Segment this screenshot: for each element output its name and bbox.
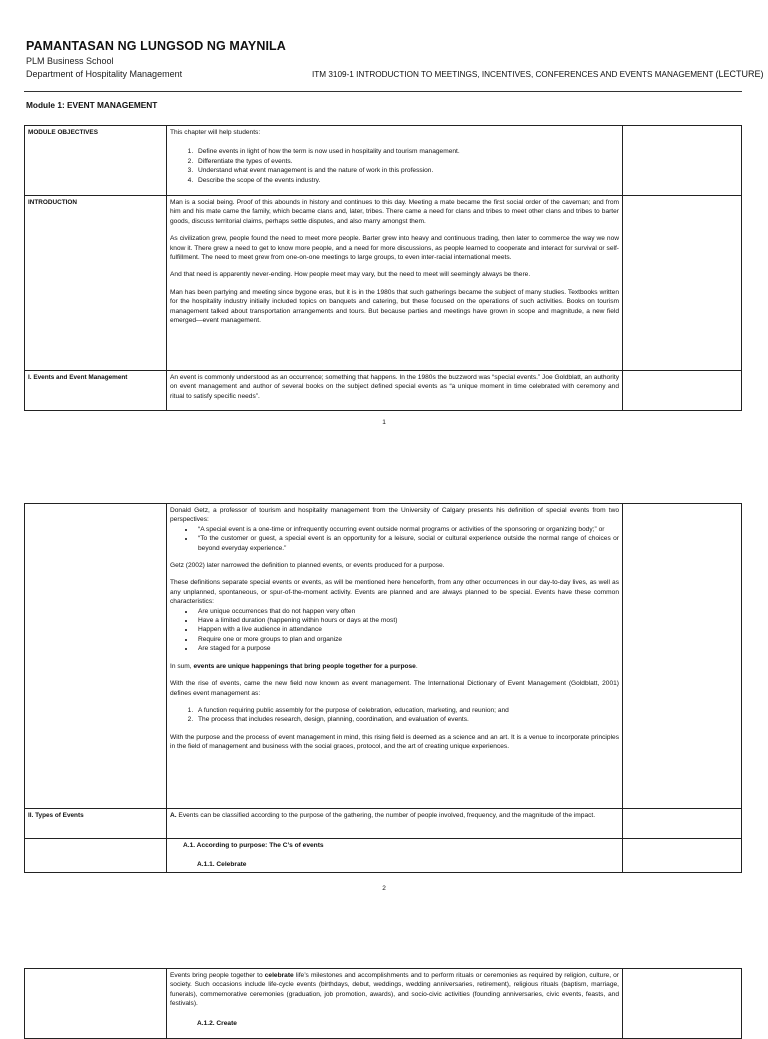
row-label: II. Types of Events xyxy=(25,809,167,839)
list-item: 3. Understand what event management is and the nature of work in this profession. xyxy=(195,166,619,175)
table-row xyxy=(25,371,742,411)
celebrate-paragraph xyxy=(170,971,619,1009)
types-cell xyxy=(167,809,623,839)
introduction-cell xyxy=(167,196,623,371)
row-label: MODULE OBJECTIVES xyxy=(25,126,167,196)
list-item: • “To the customer or guest, a special event is an opportunity for a leisure, social or cultural experience outside the normal range of choices or beyond everyday experience.” xyxy=(195,534,619,553)
definitions-cell xyxy=(167,504,623,809)
celebrate-bold: celebrate xyxy=(264,972,294,979)
objectives-intro: This chapter will help students: xyxy=(170,129,261,136)
definitions-list xyxy=(170,706,619,725)
page-number: 2 xyxy=(382,885,386,892)
paragraph: With the rise of events, came the new field now known as event management. The International Dictionary of Event Management (Goldblatt, 2001) defines event management as: xyxy=(170,680,619,697)
list-item: • Are staged for a purpose xyxy=(195,644,619,653)
row-label-empty xyxy=(25,839,167,873)
subheading-a11: A.1.1. Celebrate xyxy=(197,861,247,869)
list-item: • Require one or more groups to plan and organize xyxy=(195,635,619,644)
characteristics-list xyxy=(170,607,619,654)
notes-cell xyxy=(623,196,742,371)
list-item: • Are unique occurrences that do not happen very often xyxy=(195,607,619,616)
paragraph: Donald Getz, a professor of tourism and hospitality management from the University of Calgary presents his definition of special events from two perspectives: xyxy=(170,507,619,524)
subheading-a12: A.1.2. Create xyxy=(197,1019,237,1027)
summary-suffix: . xyxy=(415,662,418,670)
paragraph: With the purpose and the process of event management in mind, this rising field is deemed as a science and an art. It is a venue to incorporate principles in the field of management and business with the social graces, protocol, and the art of creating unique experiences. xyxy=(170,733,619,751)
module-table-page-2 xyxy=(24,503,742,873)
getz-bullet-list xyxy=(170,525,619,553)
course-code-title: ITM 3109-1 INTRODUCTION TO MEETINGS, INCENTIVES, CONFERENCES AND EVENTS MANAGEMENT xyxy=(312,70,714,79)
university-name: PAMANTASAN NG LUNGSOD NG MAYNILA xyxy=(26,39,286,53)
course-type: (LECTURE) xyxy=(715,69,764,79)
celebrate-rest: life’s milestones and accomplishments and to perform rituals or ceremonies as required by religion, culture, or society. Such occasions include life-cycle events (birthdays, debut, weddings, wedding anniversaries, retirement), religious rituals (baptism, marriage, funerals), commemorative ceremonies (graduation, job promotion, awards), and socio-civic activities (founding anniversaries, civic events, feasts, and festivals). xyxy=(170,972,619,1008)
paragraph: An event is commonly understood as an occurrence; something that happens. In the 1980s the buzzword was “special events.” Joe Goldblatt, an authority on event management and author of several books on the subject defined special events as “a unique moment in time celebrated with ceremony and ritual to satisfy specific needs”. xyxy=(167,371,623,411)
summary-paragraph xyxy=(170,662,619,671)
paragraph: Man is a social being. Proof of this abounds in history and continues to this day. Meeting a mate became the first social order of the caveman; and from him and his mate came the family, which became clans and, later, tribes. There came a need for clans and tribes to meet other clans and tribes to barter goods, discuss territorial claims, perhaps settle disputes, and also marry amongst them. xyxy=(170,199,619,225)
paragraph: And that need is apparently never-ending. How people meet may vary, but the need to meet will seemingly always be there. xyxy=(170,271,531,279)
school-name: PLM Business School xyxy=(26,56,114,66)
list-item: 1. A function requiring public assembly for the purpose of celebration, education, marketing, and reunion; and xyxy=(195,706,619,715)
notes-cell xyxy=(623,969,742,1039)
paragraph: These definitions separate special events or events, as will be mentioned here henceforth, from any other occurrences in our day-to-day lives, as well as any unplanned, spontaneous, or spur-of-the-moment activity. Events are planned and are always planned to be special. Events have these common characteristics: xyxy=(170,579,619,606)
list-item: 4. Describe the scope of the events industry. xyxy=(195,176,619,185)
notes-cell xyxy=(623,809,742,839)
list-item: • Happen with a live audience in attendance xyxy=(195,625,619,634)
table-row xyxy=(25,969,742,1039)
module-table-page-3 xyxy=(24,968,742,1039)
list-item: 2. The process that includes research, design, planning, coordination, and evaluation of events. xyxy=(195,715,619,724)
table-row xyxy=(25,126,742,196)
celebrate-prefix: Events bring people together to xyxy=(170,972,265,979)
course-title xyxy=(312,69,764,79)
row-label-empty xyxy=(25,969,167,1039)
table-row xyxy=(25,839,742,873)
row-label-empty xyxy=(25,504,167,809)
table-row xyxy=(25,809,742,839)
page-number: 1 xyxy=(382,419,386,426)
types-text: Events can be classified according to the purpose of the gathering, the number of people involved, frequency, and the magnitude of the impact. xyxy=(176,812,596,819)
subheading-cell xyxy=(167,839,623,873)
list-item: • Have a limited duration (happening within hours or days at the most) xyxy=(195,616,619,625)
module-title: Module 1: EVENT MANAGEMENT xyxy=(26,100,158,110)
row-label: I. Events and Event Management xyxy=(25,371,167,411)
header-rule xyxy=(24,91,742,92)
department-name: Department of Hospitality Management xyxy=(26,69,183,79)
summary-prefix: In sum, xyxy=(170,662,194,670)
objectives-cell xyxy=(167,126,623,196)
celebrate-cell xyxy=(167,969,623,1039)
subheading-a1: A.1. According to purpose: The C’s of events xyxy=(183,842,324,849)
types-prefix: A. xyxy=(170,812,177,819)
summary-bold: events are unique happenings that bring people together for a purpose xyxy=(193,662,416,670)
paragraph: As civilization grew, people found the need to meet more people. Barter grew into heavy and continuous trading, then later to commerce the way we now know it. There grew a need to get to know more people, and a need for more discussions, as people learned to cooperate and interact for survival or self-fulfillment. The need to meet grew from one-on-one meetings to large groups, to even inter-racial international meets. xyxy=(170,235,619,262)
paragraph: Man has been partying and meeting since bygone eras, but it is in the 1980s that such gatherings became the subject of many studies. Textbooks written for the hospitality industry initially included topics on banquets and catering, but these focused on the operations of such activities. Books on tourism management talked about transportation arrangements and tours. But because parties and meetings have grown in scope and magnitude, a new field emerged—event management. xyxy=(170,288,619,325)
notes-cell xyxy=(623,839,742,873)
table-row xyxy=(25,196,742,371)
list-item: • “A special event is a one-time or infrequently occurring event outside normal programs or activities of the sponsoring or organizing body;” or xyxy=(195,525,619,534)
table-row xyxy=(25,504,742,809)
row-label: INTRODUCTION xyxy=(25,196,167,371)
notes-cell xyxy=(623,126,742,196)
list-item: 1. Define events in light of how the term is now used in hospitality and tourism management. xyxy=(195,147,619,156)
list-item: 2. Differentiate the types of events. xyxy=(195,157,619,166)
module-table-page-1 xyxy=(24,125,742,411)
notes-cell xyxy=(623,504,742,809)
objectives-list xyxy=(170,147,619,185)
notes-cell xyxy=(623,371,742,411)
paragraph: Getz (2002) later narrowed the definition to planned events, or events produced for a purpose. xyxy=(170,562,445,570)
